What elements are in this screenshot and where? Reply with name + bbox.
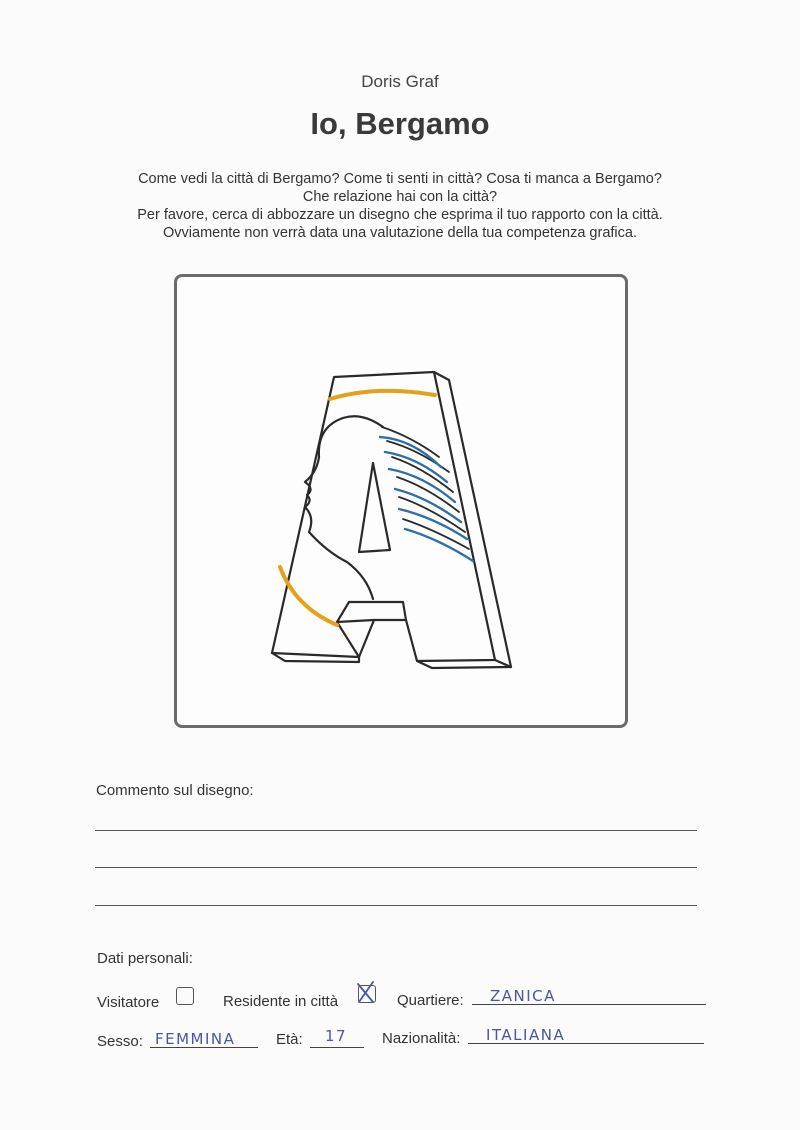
intro-line: Ovviamente non verrà data una valutazione della tua competenza grafica. [163, 225, 637, 241]
intro-line: Che relazione hai con la città? [302, 189, 498, 205]
sex-value: FEMMINA [155, 1030, 236, 1048]
comment-line-3[interactable] [95, 905, 697, 906]
district-value: ZANICA [490, 987, 556, 1005]
intro-line: Per favore, cerca di abbozzare un disegno che esprima il tuo rapporto con la città. [137, 207, 663, 223]
personal-data-label: Dati personali: [97, 950, 193, 967]
district-field[interactable] [472, 1004, 706, 1005]
drawing-area[interactable] [174, 274, 628, 728]
check-mark-icon [355, 978, 377, 1004]
comment-line-2[interactable] [95, 867, 697, 868]
resident-label: Residente in città [223, 993, 339, 1010]
nationality-value: ITALIANA [486, 1026, 566, 1044]
nationality-field[interactable] [468, 1043, 704, 1044]
district-label: Quartiere: [397, 992, 464, 1009]
age-field[interactable] [310, 1047, 364, 1048]
age-label: Età: [276, 1031, 303, 1048]
comment-label: Commento sul disegno: [96, 782, 254, 799]
page-title: Io, Bergamo [310, 106, 490, 141]
sex-label: Sesso: [97, 1033, 143, 1050]
visitor-checkbox[interactable] [176, 987, 194, 1005]
nationality-label: Nazionalità: [382, 1030, 461, 1047]
author-name: Doris Graf [361, 72, 439, 91]
letter-a-drawing [177, 277, 625, 725]
resident-checkbox[interactable] [358, 985, 376, 1003]
sex-field[interactable] [150, 1047, 258, 1048]
age-value: 17 [325, 1027, 348, 1045]
comment-line-1[interactable] [95, 830, 697, 831]
visitor-label: Visitatore [97, 994, 160, 1011]
intro-text [60, 170, 740, 242]
intro-line: Come vedi la città di Bergamo? Come ti senti in città? Cosa ti manca a Bergamo? [138, 171, 662, 187]
